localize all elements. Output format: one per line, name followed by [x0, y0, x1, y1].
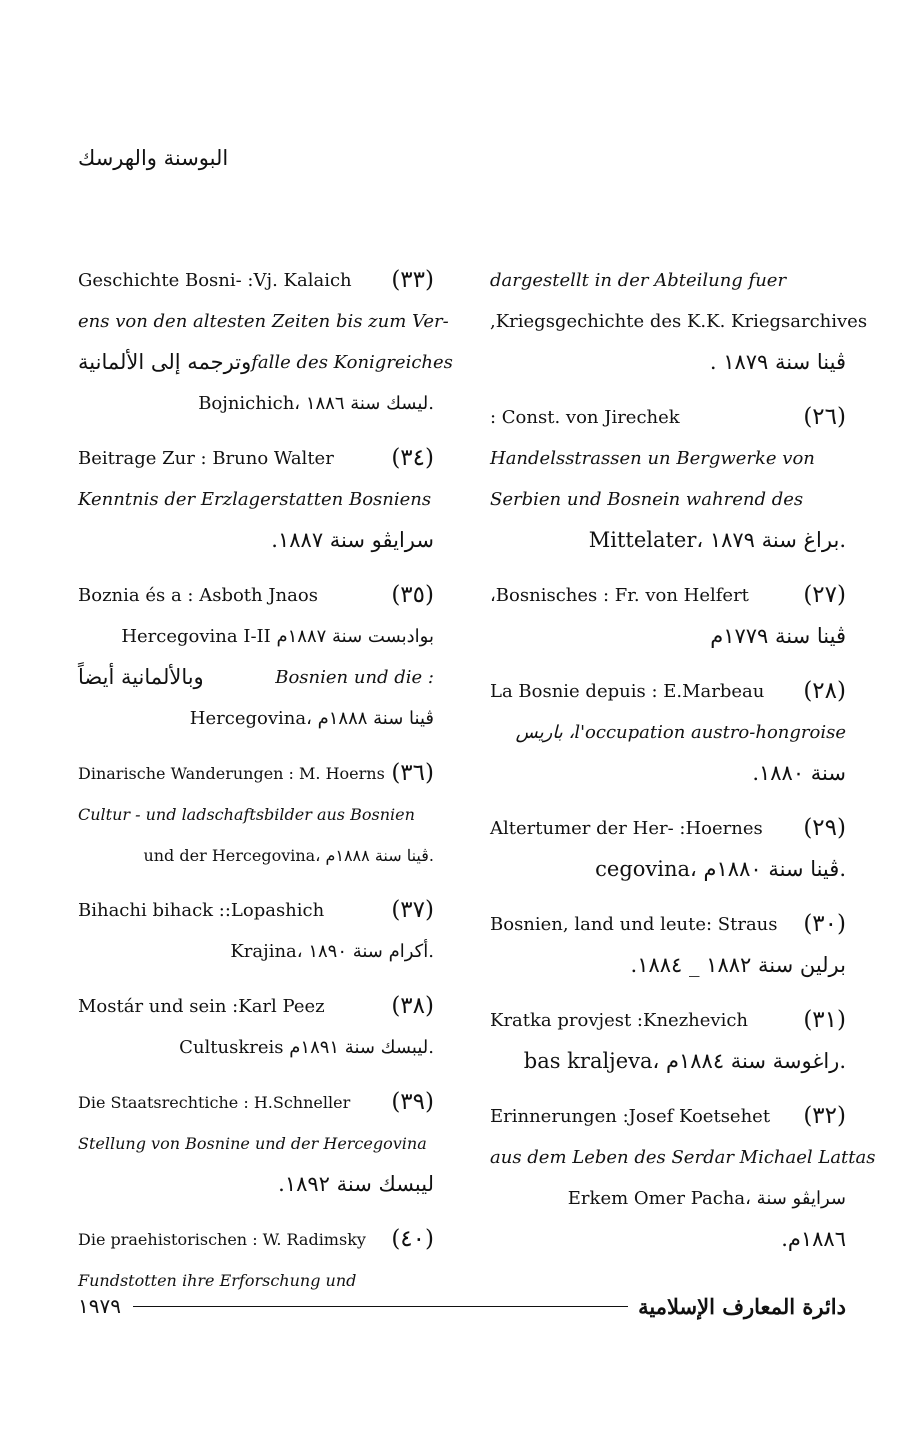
reference-text: La Bosnie depuis : E.Marbeau [490, 681, 765, 702]
reference-line [490, 808, 846, 849]
reference-line [78, 753, 434, 794]
reference-text: Bosnien, land und leute: Straus [490, 914, 778, 935]
reference-line [490, 849, 846, 890]
reference-line [78, 1027, 434, 1068]
reference-line [78, 1082, 434, 1123]
reference-number: (٣٣) [391, 267, 434, 293]
reference-text: Mittelater، براغ سنة ١٨٧٩. [588, 528, 846, 552]
reference-text: سنة ١٨٨٠. [752, 761, 846, 785]
reference-line [490, 1137, 876, 1178]
reference-line [78, 575, 434, 616]
footer-title: دائرة المعارف الإسلامية [638, 1293, 846, 1319]
reference-entry [78, 575, 434, 739]
reference-entry [490, 904, 846, 986]
reference-text: ڤينا سنة ١٨٧٩ . [709, 350, 846, 374]
page-footer [78, 1292, 846, 1320]
reference-entry [78, 986, 434, 1068]
reference-text: Cultur - und ladschaftsbilder aus Bosnien [78, 805, 415, 824]
reference-line [490, 753, 846, 794]
reference-text: Handelsstrassen un Bergwerke von [490, 448, 815, 469]
reference-line [490, 904, 846, 945]
reference-line [78, 1123, 434, 1164]
reference-line [490, 1178, 846, 1219]
reference-line [490, 712, 846, 753]
reference-text: bas kraljeva، راغوسة سنة ١٨٨٤م. [523, 1049, 846, 1073]
reference-entry [78, 1219, 434, 1301]
reference-text: وبالألمانية أيضاً [78, 665, 204, 689]
reference-line [78, 986, 434, 1027]
reference-number: (٣٨) [391, 993, 434, 1019]
reference-line [78, 342, 453, 383]
reference-line [78, 1219, 434, 1260]
left-column [78, 260, 453, 1315]
reference-line [78, 657, 434, 698]
reference-line [78, 1164, 434, 1205]
reference-text: Serbien und Bosnein wahrend des [490, 489, 804, 510]
reference-text: ١٨٨٦م. [781, 1227, 846, 1251]
reference-text: Geschichte Bosni- :Vj. Kalaich [78, 270, 352, 291]
page-number: ١٩٧٩ [78, 1294, 121, 1318]
reference-line [78, 794, 434, 835]
reference-entry [78, 260, 453, 424]
reference-text: aus dem Leben des Serdar Michael Lattas [490, 1147, 876, 1168]
reference-entry [490, 575, 846, 657]
reference-text: ens von den altesten Zeiten bis zum Ver- [78, 311, 449, 332]
reference-text: falle des Konigreiches [251, 352, 453, 373]
running-header: البوسنة والهرسك [78, 146, 229, 170]
reference-text: Krajina، أكرام سنة ١٨٩٠. [230, 941, 434, 962]
reference-text: سرايڤو سنة ١٨٨٧. [271, 528, 434, 552]
footer-rule [133, 1306, 628, 1307]
reference-entry [78, 1082, 434, 1205]
reference-line [78, 698, 434, 739]
reference-text: Cultuskreis ليبسك سنة ١٨٩١م. [179, 1037, 434, 1058]
reference-text: Erkem Omer Pacha، سرايڤو سنة [567, 1188, 846, 1209]
reference-entry [490, 260, 868, 383]
reference-line [78, 479, 434, 520]
reference-line [78, 260, 434, 301]
reference-line [490, 1096, 846, 1137]
reference-text: Altertumer der Her- :Hoernes [490, 818, 763, 839]
reference-number: (٤٠) [391, 1226, 434, 1252]
reference-line [490, 301, 868, 342]
reference-text: ,Kriegsgechichte des K.K. Kriegsarchives [490, 311, 868, 332]
reference-text: Bihachi bihack ::Lopashich [78, 900, 325, 921]
reference-number: (٣٩) [391, 1089, 434, 1115]
reference-entry [78, 890, 434, 972]
reference-number: (٣١) [803, 1007, 846, 1033]
reference-line [78, 835, 434, 876]
reference-line [490, 260, 846, 301]
reference-text: Bosnien und die : [275, 667, 434, 688]
reference-entry [490, 808, 846, 890]
reference-number: (٢٧) [803, 582, 846, 608]
reference-line [490, 479, 846, 520]
reference-number: (٢٦) [803, 404, 846, 430]
reference-text: ليبسك سنة ١٨٩٢. [278, 1172, 434, 1196]
reference-number: (٣٧) [391, 897, 434, 923]
reference-text: Dinarische Wanderungen : M. Hoerns [78, 764, 385, 783]
reference-entry [490, 1000, 846, 1082]
reference-line [490, 1219, 846, 1260]
reference-text: Beitrage Zur : Bruno Walter [78, 448, 334, 469]
reference-line [78, 520, 434, 561]
reference-text: Boznia és a : Asboth Jnaos [78, 585, 318, 606]
reference-text: Erinnerungen :Josef Koetsehet [490, 1106, 771, 1127]
reference-text: dargestellt in der Abteilung fuer [490, 270, 787, 291]
reference-entry [490, 1096, 876, 1260]
reference-number: (٣٢) [803, 1103, 846, 1129]
reference-text: Kenntnis der Erzlagerstatten Bosniens [78, 489, 432, 510]
reference-line [78, 616, 434, 657]
reference-line [490, 438, 846, 479]
reference-line [490, 342, 846, 383]
reference-text: : Const. von Jirechek [490, 407, 680, 428]
reference-line [490, 1000, 846, 1041]
reference-text: Kratka provjest :Knezhevich [490, 1010, 749, 1031]
reference-text: Bojnichich، ليسك سنة ١٨٨٦. [198, 393, 434, 414]
reference-text: وترجمه إلى الألمانية [78, 350, 252, 374]
reference-text: cegovina، ڤينا سنة ١٨٨٠م. [595, 857, 846, 881]
reference-text: Hercegovina I-II بوادبست سنة ١٨٨٧م [121, 626, 434, 647]
reference-entry [490, 671, 846, 794]
reference-text: und der Hercegovina، ڤينا سنة ١٨٨٨م. [143, 846, 434, 865]
reference-number: (٢٨) [803, 678, 846, 704]
reference-line [78, 931, 434, 972]
reference-number: (٣٤) [391, 445, 434, 471]
reference-text: Mostár und sein :Karl Peez [78, 996, 325, 1017]
reference-number: (٣٥) [391, 582, 434, 608]
reference-text: ڤينا سنة ١٧٧٩م [710, 624, 846, 648]
reference-line [490, 945, 846, 986]
reference-entry [78, 438, 434, 561]
right-column [490, 260, 876, 1274]
reference-text: Die Staatsrechtiche : H.Schneller [78, 1093, 351, 1112]
reference-text: Die praehistorischen : W. Radimsky [78, 1230, 366, 1249]
reference-line [490, 616, 846, 657]
reference-line [490, 671, 846, 712]
reference-line [78, 383, 434, 424]
reference-line [78, 890, 434, 931]
reference-text: Stellung von Bosnine und der Hercegovina [78, 1134, 427, 1153]
reference-line [78, 438, 434, 479]
reference-line [490, 1041, 846, 1082]
reference-text: برلين سنة ١٨٨٢ _ ١٨٨٤. [630, 953, 846, 977]
reference-entry [490, 397, 846, 561]
reference-number: (٣٠) [803, 911, 846, 937]
reference-number: (٢٩) [803, 815, 846, 841]
reference-number: (٣٦) [391, 760, 434, 786]
reference-entry [78, 753, 434, 876]
reference-text: باريس ،l'occupation austro-hongroise [515, 722, 846, 743]
reference-text: ،Bosnisches : Fr. von Helfert [490, 585, 749, 606]
reference-line [490, 575, 846, 616]
reference-text: Hercegovina، ڤينا سنة ١٨٨٨م [189, 708, 434, 729]
reference-line [490, 520, 846, 561]
reference-line [78, 301, 449, 342]
reference-line [490, 397, 846, 438]
reference-text: Fundstotten ihre Erforschung und [78, 1271, 357, 1290]
